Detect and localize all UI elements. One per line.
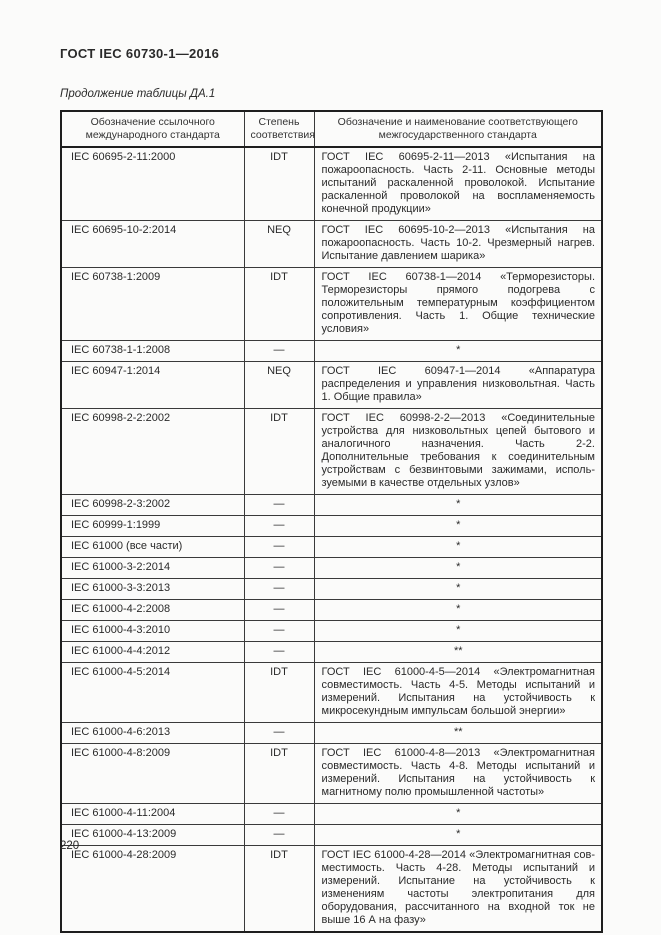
cell-interstate-standard: ГОСТ IEC 60695-10-2—2013 «Испытания на пожароопасность. Часть 10-2. Чрезмерный нагрев. Испытание давлением шарика» xyxy=(314,221,602,268)
table-row xyxy=(61,495,602,516)
table-row xyxy=(61,846,602,933)
cell-conformity-degree: — xyxy=(244,804,314,825)
cell-reference-standard: IEC 61000-4-2:2008 xyxy=(61,600,244,621)
cell-interstate-standard: * xyxy=(314,579,602,600)
cell-reference-standard: IEC 60695-10-2:2014 xyxy=(61,221,244,268)
cell-conformity-degree: — xyxy=(244,537,314,558)
cell-conformity-degree: IDT xyxy=(244,663,314,723)
cell-interstate-standard: * xyxy=(314,537,602,558)
standards-correspondence-table xyxy=(60,110,603,933)
cell-conformity-degree: — xyxy=(244,723,314,744)
table-row xyxy=(61,362,602,409)
col-header-interstate-standard: Обозначение и наименование соответствующего межгосударственного стандарта xyxy=(314,111,602,147)
cell-conformity-degree: NEQ xyxy=(244,362,314,409)
cell-conformity-degree: — xyxy=(244,825,314,846)
cell-conformity-degree: — xyxy=(244,600,314,621)
cell-conformity-degree: IDT xyxy=(244,409,314,495)
cell-interstate-standard: ГОСТ IEC 61000-4-5—2014 «Электромагнитная совместимость. Часть 4-5. Методы испытаний и измерений. Испытания на устойчивость к микросекундным импульсам большой энергии» xyxy=(314,663,602,723)
table-header-row xyxy=(61,111,602,147)
table-row xyxy=(61,744,602,804)
table-row xyxy=(61,221,602,268)
cell-conformity-degree: IDT xyxy=(244,268,314,341)
cell-conformity-degree: IDT xyxy=(244,147,314,221)
cell-reference-standard: IEC 60998-2-2:2002 xyxy=(61,409,244,495)
cell-interstate-standard: ГОСТ IEC 60695-2-11—2013 «Испытания на пожароопасность. Часть 2-11. Основные методы испытаний раскаленной проволокой. Испытание раскаленной проволокой на воспламеняемость конечной продукции» xyxy=(314,147,602,221)
cell-reference-standard: IEC 60998-2-3:2002 xyxy=(61,495,244,516)
col-header-conformity-degree: Степень соответствия xyxy=(244,111,314,147)
cell-interstate-standard: * xyxy=(314,621,602,642)
cell-interstate-standard: * xyxy=(314,495,602,516)
cell-reference-standard: IEC 61000-4-8:2009 xyxy=(61,744,244,804)
table-row xyxy=(61,663,602,723)
table-body xyxy=(61,147,602,932)
cell-interstate-standard: * xyxy=(314,516,602,537)
page-number: 220 xyxy=(60,840,80,852)
doc-title: ГОСТ IEC 60730-1—2016 xyxy=(60,46,220,61)
table-row xyxy=(61,147,602,221)
col-header-reference-standard: Обозначение ссылочного международного стандарта xyxy=(61,111,244,147)
cell-interstate-standard: * xyxy=(314,558,602,579)
cell-reference-standard: IEC 60947-1:2014 xyxy=(61,362,244,409)
cell-conformity-degree: — xyxy=(244,558,314,579)
table-row xyxy=(61,579,602,600)
cell-interstate-standard: ГОСТ IEC 60998-2-2—2013 «Соединительные устройства для низковольтных цепей бытового и аналогичного назначения. Часть 2-2. Дополнительные требования к соединительным устройствам с безвинтовыми зажимами, используемыми в качестве отдельных узлов» xyxy=(314,409,602,495)
table-row xyxy=(61,642,602,663)
table-row xyxy=(61,341,602,362)
cell-reference-standard: IEC 61000-4-3:2010 xyxy=(61,621,244,642)
table-row xyxy=(61,268,602,341)
cell-conformity-degree: — xyxy=(244,642,314,663)
cell-conformity-degree: IDT xyxy=(244,744,314,804)
cell-reference-standard: IEC 61000-3-3:2013 xyxy=(61,579,244,600)
table-row xyxy=(61,621,602,642)
cell-reference-standard: IEC 61000-4-11:2004 xyxy=(61,804,244,825)
cell-interstate-standard: ** xyxy=(314,642,602,663)
table-row xyxy=(61,723,602,744)
table-row xyxy=(61,804,602,825)
cell-reference-standard: IEC 61000-4-4:2012 xyxy=(61,642,244,663)
cell-reference-standard: IEC 60738-1-1:2008 xyxy=(61,341,244,362)
cell-conformity-degree: IDT xyxy=(244,846,314,933)
cell-interstate-standard: ** xyxy=(314,723,602,744)
table-row xyxy=(61,409,602,495)
cell-conformity-degree: NEQ xyxy=(244,221,314,268)
cell-reference-standard: IEC 61000-4-5:2014 xyxy=(61,663,244,723)
cell-conformity-degree: — xyxy=(244,516,314,537)
cell-interstate-standard: * xyxy=(314,825,602,846)
cell-conformity-degree: — xyxy=(244,341,314,362)
cell-conformity-degree: — xyxy=(244,621,314,642)
cell-conformity-degree: — xyxy=(244,579,314,600)
cell-reference-standard: IEC 61000-4-28:2009 xyxy=(61,846,244,933)
table-row xyxy=(61,537,602,558)
cell-reference-standard: IEC 60738-1:2009 xyxy=(61,268,244,341)
cell-reference-standard: IEC 61000 (все части) xyxy=(61,537,244,558)
table-row xyxy=(61,600,602,621)
cell-interstate-standard: ГОСТ IEC 60947-1—2014 «Аппаратура распределения и управления низковольтная. Часть 1. Общие правила» xyxy=(314,362,602,409)
cell-reference-standard: IEC 60695-2-11:2000 xyxy=(61,147,244,221)
cell-reference-standard: IEC 61000-3-2:2014 xyxy=(61,558,244,579)
table-row xyxy=(61,516,602,537)
cell-interstate-standard: ГОСТ IEC 61000-4-8—2013 «Электромагнитная совместимость. Часть 4-8. Методы испытаний и измерений. Испытания на устойчивость к магнитному полю промышленной частоты» xyxy=(314,744,602,804)
cell-reference-standard: IEC 60999-1:1999 xyxy=(61,516,244,537)
cell-reference-standard: IEC 61000-4-13:2009 xyxy=(61,825,244,846)
cell-conformity-degree: — xyxy=(244,495,314,516)
table-caption: Продолжение таблицы ДА.1 xyxy=(60,88,216,100)
cell-interstate-standard: ГОСТ IEC 60738-1—2014 «Терморезисторы. Терморезисторы прямого подогрева с положительным температурным коэффициентом сопротивления. Часть 1. Общие технические условия» xyxy=(314,268,602,341)
table-row xyxy=(61,558,602,579)
cell-interstate-standard: * xyxy=(314,600,602,621)
cell-interstate-standard: * xyxy=(314,804,602,825)
table-row xyxy=(61,825,602,846)
cell-interstate-standard: * xyxy=(314,341,602,362)
cell-interstate-standard: ГОСТ IEC 61000-4-28—2014 «Электромагнитная совместимость. Часть 4-28. Методы испытаний и измерений. Испытание на устойчивость к изменениям частоты электропитания для оборудования, рассчитанного на входной ток не выше 16 А на фазу» xyxy=(314,846,602,933)
cell-reference-standard: IEC 61000-4-6:2013 xyxy=(61,723,244,744)
